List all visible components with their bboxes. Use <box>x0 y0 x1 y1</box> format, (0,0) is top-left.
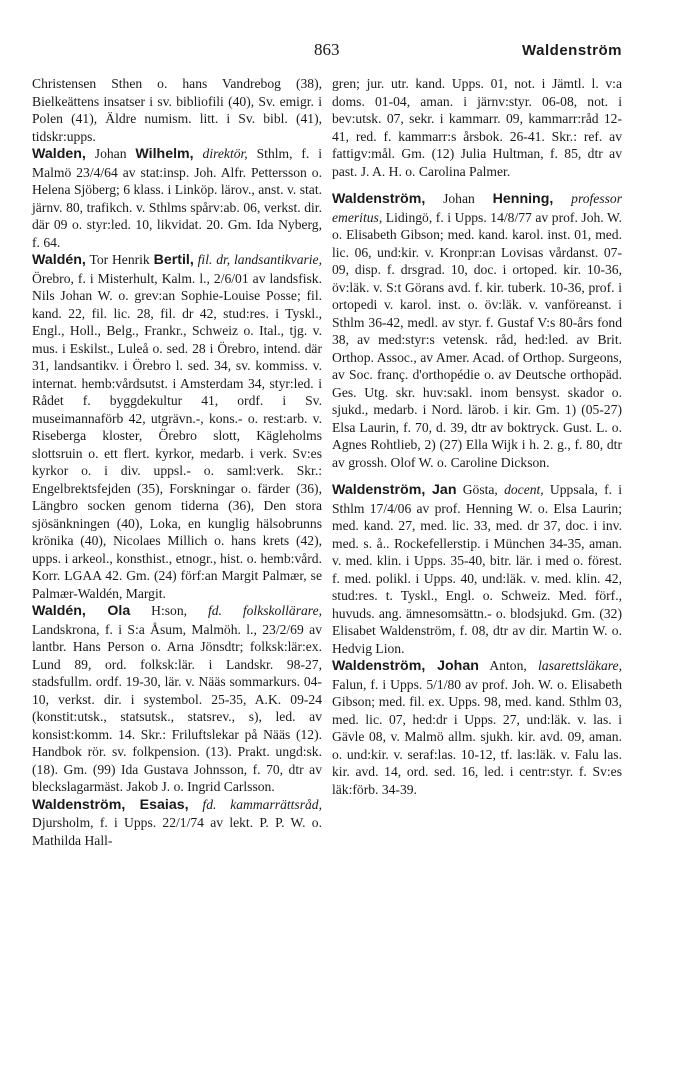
entry-surname: Waldenström, Esaias, <box>32 796 189 813</box>
entry-waldenstrom-jan-gosta: Waldenström, Jan Gösta, docent, Uppsala, f. i Sthlm 17/4/06 av prof. Henning W. o. Elsa Laurin; med. kand. 27, med. lic. 33, med. dr 37, doc. i inv. med. s. å.. Rockefellerstip. i München 34-35, aman. v. med. klin. i Upps. 35-40, bitr. lär. i med o. förest. f. med. polikl. i Upps. 40, und:läk. v. med. klin. 42, stud:res. t. Tyskl., Engl. o. Schweiz. Med. förf., huvuds. ang. ämnesomsättn.- o. blodsjukd. Gm. (32) Elisabet Waldenström, f. 08, dtr av dir. Martin W. o. Hedvig Lion. <box>332 482 623 656</box>
entry-surname: Waldén, <box>32 252 86 268</box>
entry-waldenstrom-johan-anton: Waldenström, Johan Anton, lasarettsläkare, Falun, f. i Upps. 5/1/80 av prof. Joh. W. o. Elisabeth Gibson; med. fil. ex. Upps. 98, med. kand. Sthlm 03, med. lic. 07, hed:dr i Upps. 27, und:läk. v. las. i Gävle 08, v. Malmö allm. sjukh. kir. avd. 09, aman. o. und:kir. v. seraf:las. 10-12, tf. las:läk. v. Falu las. kir. avd. 14, ord. sed. 16, led. i centr:styr. f. Sv:es läk:förb. 34-39. <box>332 658 622 797</box>
entry-surname: Walden, <box>32 146 86 162</box>
continued-entry: Christensen Sthen o. hans Vandrebog (38), Bielkeättens insatser i sv. bibliofili (40), Sv. emigr. i Polen (41), Äldre numism. litt. i Sv. bibl. (41), tidskr:upps. <box>32 76 322 144</box>
entry-title: fd. folkskollärare, <box>187 603 323 618</box>
page-number: 863 <box>314 40 340 59</box>
entry-title: fd. kammarrättsråd, <box>188 796 322 812</box>
entry-walden-ola: Waldén, Ola H:son, fd. folkskollärare, Landskrona, f. i S:a Åsum, Malmöh. l., 23/2/69 av lantbr. Hans Person o. Arna Jönsdtr; folksk:lär:ex. Lund 89, ord. folksk:lär. i Landskr. 98-27, stadsfullm. ordf. 19-30, lär. v. Nääs sommarkurs. 04-10, verkst. dir. i systembol. 25-35, A.K. 09-24 (konstit:utsk., statsutsk., statsrev., s), led. av konsist:komm. 14. Skr.: Friluftslekar på Nääs (12). Handbok rör. sv. folkpension. (13). Prakt. ungd:sk. (18). Gm. (99) Ida Gustava Johnsson, f. 70, dtr av bleckslagarmäst. Jakob J. o. Ingrid Carlsson. <box>32 603 323 794</box>
entry-waldenstrom-esaias: Waldenström, Esaias, fd. kammarrättsråd, Djursholm, f. i Upps. 22/1/74 av lekt. P. P. W. o. Mathilda Hall- <box>32 796 322 848</box>
entry-surname: Waldén, <box>32 603 86 619</box>
entry-walden-johan-wilhelm: Walden, Johan Wilhelm, direktör, Sthlm, f. i Malmö 23/4/64 av stat:insp. Joh. Alfr. Pettersson o. Helena Sjöberg; 6 klass. i Linköp. lärov., anst. v. stat. järnv. 80, trafikch. v. Sthlms spårv:ab. 06, verkst. dir. där 09 o. styr:led. 10, likvidat. 20. Gm. Ida Nyberg, f. 64. <box>32 146 323 250</box>
entry-surname: Waldenström, <box>332 658 426 674</box>
entry-waldenstrom-johan-henning: Waldenström, Johan Henning, professor emeritus, Lidingö, f. i Upps. 14/8/77 av prof. Joh. W. o. Elisabeth Gibson; med. kand. karol. inst. 01, med. lic. 06, und:kir. v. Kronpr:an Lovisas vårdanst. 07-09, disp. f. drsgrad. 10, doc. i ortoped. kir. 10-36, öv:läk. v. S:t Görans avd. f. kir. tuberk. 10-36, prof. i ortopedi v. karol. inst. o. öv:läk. v. vanföreanst. i Sthlm 36-42, medl. av styr. f. Gustaf V:s 80-års fond 38, av med:styr:s vetensk. råd, hed:led. av Brit. Orthop. Assoc., av Amer. Acad. of Orthop. Surgeons, av Soc. franç. d'orthopédie o. av Deutsche orthopäd. Ges. Utg. skr. huv:sakl. inom bensyst. skador o. sjukd., medarb. i Nord. lärob. i kir. Gm. 1) (05-27) Elsa Laurin, f. 70, d. 39, dtr av boktryck. Gust. L. o. Agnes Rohtlieb, 2) (27) Ella Wijk i h. 2. g., f. 80, dtr av grossh. Olof W. o. Caroline Dickson. <box>332 191 623 470</box>
left-column <box>32 75 322 849</box>
entry-title: professor emeritus, <box>332 191 623 225</box>
entry-title: lasarettsläkare, <box>526 658 622 673</box>
right-column <box>332 75 622 798</box>
page-header <box>32 40 622 68</box>
entry-title: fil. dr, landsantikvarie, <box>193 252 322 267</box>
entry-surname: Waldenström, <box>332 191 426 207</box>
entry-title: docent, <box>497 482 544 497</box>
running-head: Waldenström <box>522 42 622 59</box>
entry-walden-tor-henrik-bertil: Waldén, Tor Henrik Bertil, fil. dr, landsantikvarie, Örebro, f. i Misterhult, Kalm. l., 2/6/01 av landsfisk. Nils Johan W. o. grev:an Sophie-Louise Posse; fil. kand. 22, fil. lic. 28, fil. dr 42, stud:res. i Tyskl., Engl., Holl., Belg., Frankr., Schweiz o. Ital., tjg. v. mus. i Eskilst., Luleå o. sed. 28 i Örebro, intend. där 31, landsantikv. i Örebro l. sed. 34, sv. kommiss. v. internat. hemb:vårdsutst. i Amsterdam 34, styr:led. i Rådet f. byggdekultur 41, ordf. i Sv. museimannaförb 42, utgrävn.-, kons.- o. rest:arb. v. Riseberga kloster, Örebro slott, Kägleholms slottsruin o. ett flert. kyrkor, medarb. i verk. Sv:es kyrkor o. i div. uppsl.- o. saml:verk. Skr.: Engelbrektsfejden (35), Forskningar o. färder (36), Längbro socken genom tiderna (36), Den stora sjösänkningen (40), Loka, en kunglig hälsobrunns krönika (40), Nicolaes Millich o. hans krets (42), upps. i arkeol., konsthist., etnogr., hist. o. hemb:vård. Korr. LGAA 42. Gm. (24) förf:an Margit Palmær, se Palmær-Waldén, Margit. <box>32 252 322 601</box>
entry-surname: Waldenström, <box>332 482 426 498</box>
continued-entry: gren; jur. utr. kand. Upps. 01, not. i Jämtl. l. v:a doms. 01-04, aman. i järnv:styr. 06-08, not. i bev:utsk. 07, sekr. i kammarr. 09, kammarr:råd 12-41, red. f. kammarr:s årsbok. 26-41. Skr.: ref. av fattigv:mål. Gm. (12) Julia Hultman, f. 85, dtr av past. J. A. H. o. Carolina Palmer. <box>332 76 622 179</box>
entry-title: direktör, <box>193 146 248 161</box>
